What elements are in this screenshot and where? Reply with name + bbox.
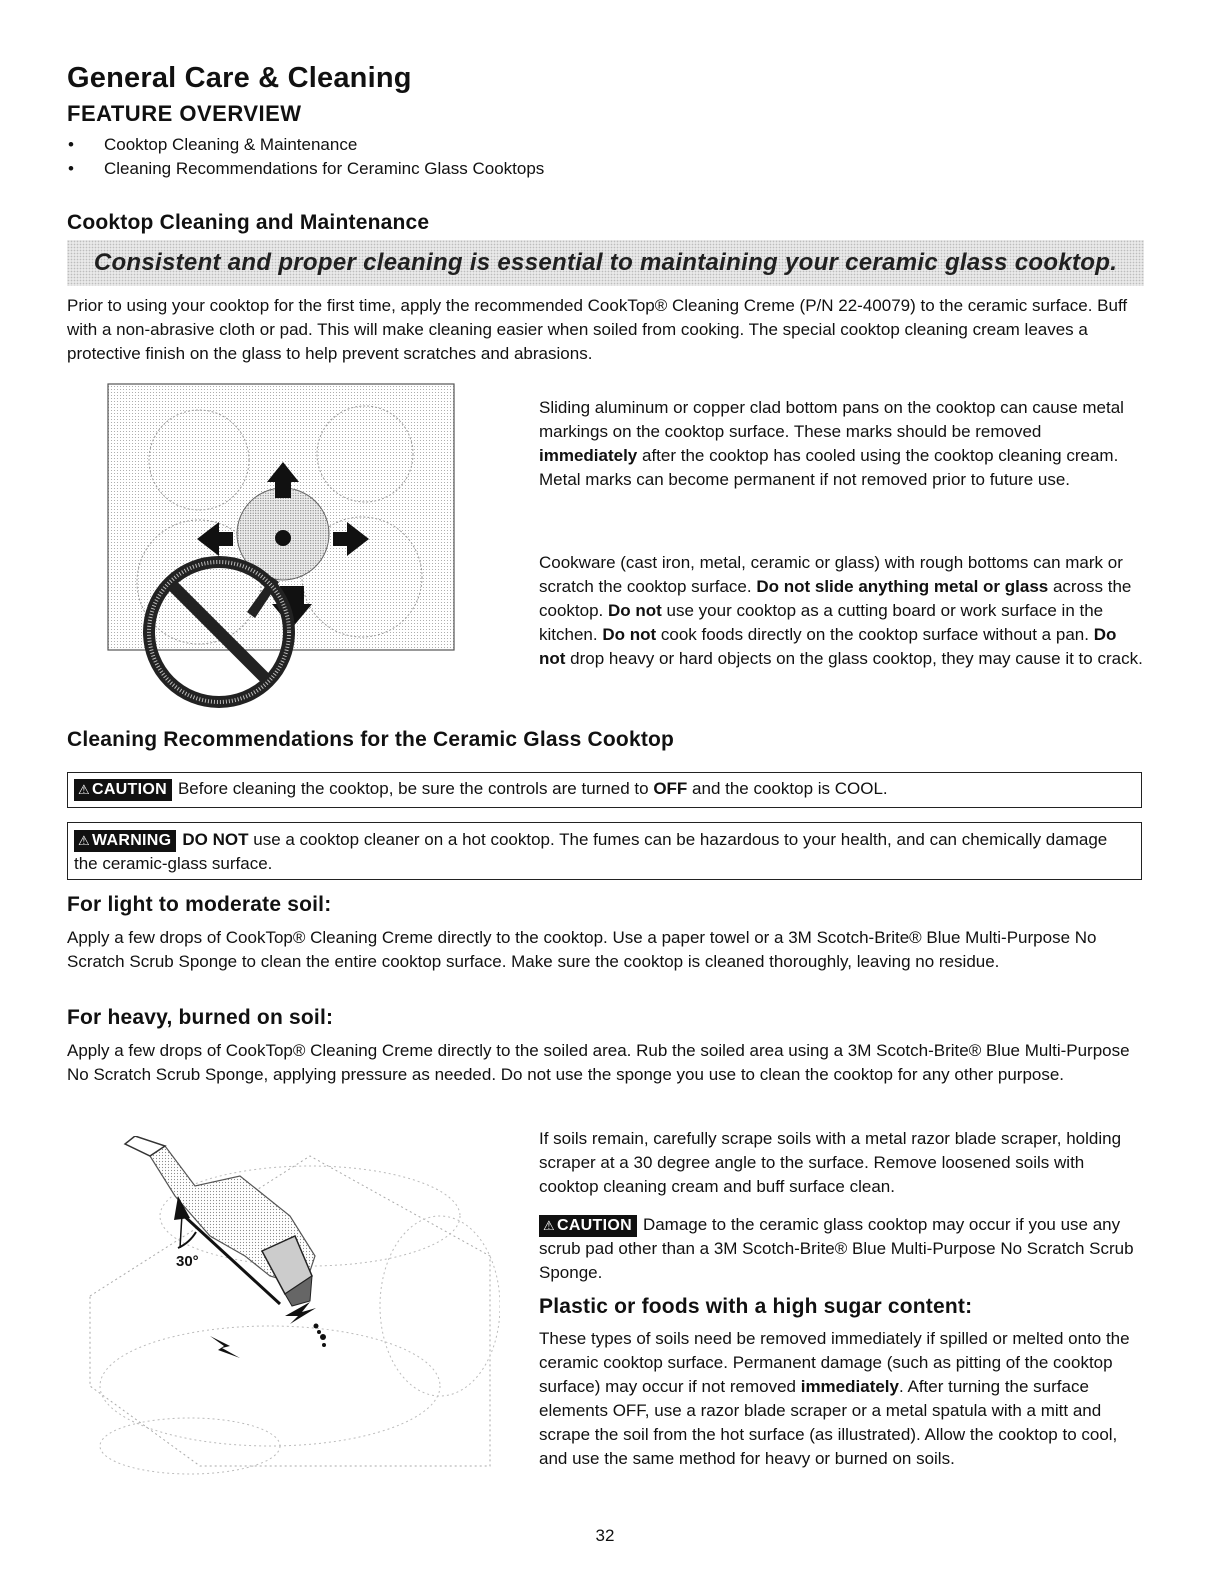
warning-triangle-icon: ⚠ [78, 781, 90, 797]
pan-center-dot [275, 530, 291, 546]
scraper-caution: ⚠ CAUTION Damage to the ceramic glass cooktop may occur if you use any scrub pad other than a 3M Scotch-Brite® Blue Multi-Purpose No Scratch Scrub Sponge. [539, 1215, 1134, 1282]
feature-overview-heading: FEATURE OVERVIEW [67, 101, 302, 126]
cookware-paragraph: Cookware (cast iron, metal, ceramic or glass) with rough bottoms can mark or scratch the cooktop surface. Do not slide anything metal or glass across the cooktop. Do not use your cooktop as a cutting board or work surface in the kitchen. Do not cook foods directly on the cooktop surface without a pan. Do not drop heavy or hard objects on the glass cooktop, they may cause it to crack. [539, 553, 1143, 668]
cooktop-section-heading: Cooktop Cleaning and Maintenance [67, 211, 430, 234]
sugar-paragraph: These types of soils need be removed immediately if spilled or melted onto the ceramic cooktop surface. Permanent damage (such as pitting of the cooktop surface) may occur if not removed immediately. After turning the surface elements OFF, use a razor blade scraper or a metal spatula with a mitt and scrape the soil from the hot surface (as illustrated). Allow the cooktop to cool, and use the same method for heavy or burned on soils. [539, 1329, 1130, 1468]
heavy-soil-heading: For heavy, burned on soil: [67, 1006, 334, 1029]
warning-badge: ⚠ WARNING [74, 830, 176, 852]
page-title: General Care & Cleaning [67, 62, 412, 94]
recommendations-heading: Cleaning Recommendations for the Ceramic Glass Cooktop [67, 728, 675, 751]
cleaning-banner: Consistent and proper cleaning is essential to maintaining your ceramic glass cooktop. [67, 240, 1144, 286]
light-soil-heading: For light to moderate soil: [67, 893, 332, 916]
caution-badge: ⚠ CAUTION [539, 1215, 637, 1237]
angle-label: 30° [176, 1253, 199, 1270]
sliding-pans-paragraph: Sliding aluminum or copper clad bottom pans on the cooktop can cause metal markings on the cooktop surface. These marks should be removed immediately after the cooktop has cooled using the cooktop cleaning cream. Metal marks can become permanent if not removed prior to future use. [539, 398, 1124, 489]
list-item: • Cooktop Cleaning & Maintenance [67, 133, 587, 157]
no-sliding-pans-illustration [107, 382, 457, 712]
page-number: 32 [595, 1526, 615, 1545]
sugar-heading: Plastic or foods with a high sugar content: [539, 1295, 973, 1318]
feature-overview-list [67, 133, 587, 180]
scraper-paragraph: If soils remain, carefully scrape soils with a metal razor blade scraper, holding scraper at a 30 degree angle to the surface. Remove loosened soils with cooktop cleaning cream and buff surface clean. [539, 1129, 1122, 1196]
intro-paragraph: Prior to using your cooktop for the first time, apply the recommended CookTop® Cleaning Creme (P/N 22-40079) to the ceramic surface. Buff with a non-abrasive cloth or pad. This will make cleaning easier when soiled from cooking. The special cooktop cleaning cream leaves a protective finish on the glass to help prevent scratches and abrasions. [67, 296, 1128, 363]
warning-triangle-icon: ⚠ [543, 1217, 555, 1233]
warning-triangle-icon: ⚠ [78, 832, 90, 848]
scraper-illustration [80, 1136, 500, 1491]
warning-box: ⚠ WARNING DO NOT use a cooktop cleaner on a hot cooktop. The fumes can be hazardous to your health, and can chemically damage the ceramic-glass surface. [67, 822, 1142, 880]
caution-box: ⚠ CAUTION Before cleaning the cooktop, be sure the controls are turned to OFF and the cooktop is COOL. [67, 772, 1142, 808]
caution-badge: ⚠ CAUTION [74, 779, 172, 801]
light-soil-paragraph: Apply a few drops of CookTop® Cleaning Creme directly to the cooktop. Use a paper towel or a 3M Scotch-Brite® Blue Multi-Purpose No Scratch Scrub Sponge to clean the entire cooktop surface. Make sure the cooktop is cleaned thoroughly, leaving no residue. [67, 928, 1097, 971]
list-item: • Cleaning Recommendations for Ceraminc Glass Cooktops [67, 157, 587, 181]
cooktop-surface [90, 1156, 490, 1466]
heavy-soil-paragraph: Apply a few drops of CookTop® Cleaning Creme directly to the soiled area. Rub the soiled area using a 3M Scotch-Brite® Blue Multi-Purpose No Scratch Scrub Sponge, applying pressure as needed. Do not use the sponge you use to clean the cooktop for any other purpose. [67, 1041, 1130, 1084]
